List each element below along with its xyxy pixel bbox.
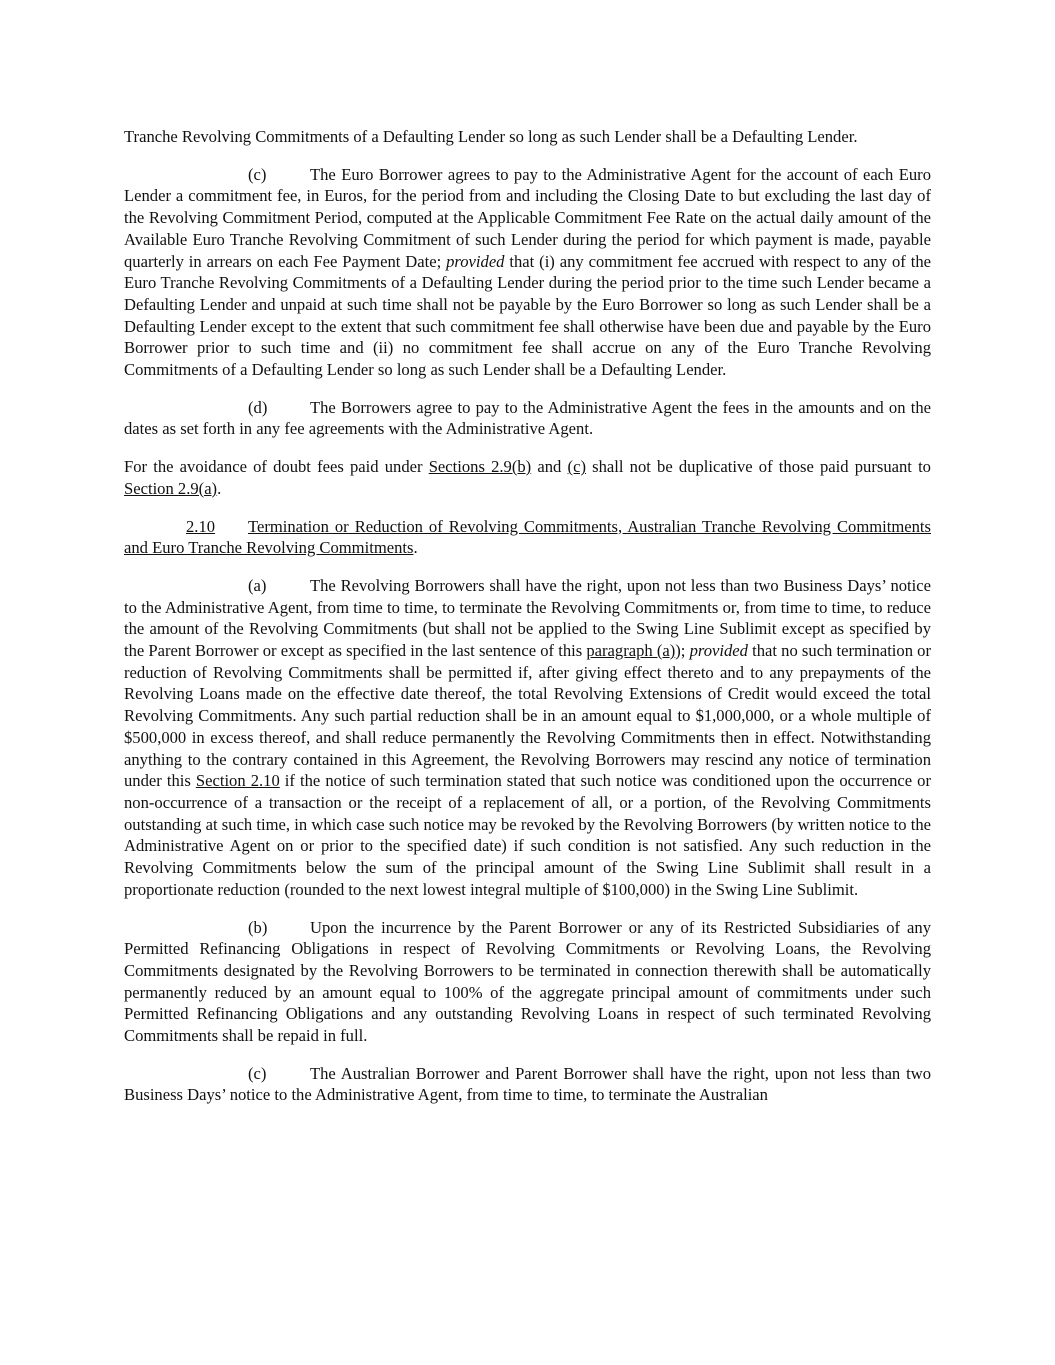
paragraph-label: (c) [248,1063,267,1083]
section-title: Termination or Reduction of Revolving Commitments, Australian Tranche Revolving Commitments and Euro Tranche Revolving Commitments [124,516,931,558]
provided-italic: provided [689,641,748,661]
paragraph-label: (d) [248,397,268,417]
document-page [124,126,931,1122]
provided-italic: provided [446,251,505,271]
paragraph-d-fees: (d) The Borrowers agree to pay to the Administrative Agent the fees in the amounts and on the dates as set forth in any fee agreements with the Administrative Agent. [124,397,931,439]
section-reference: Section 2.9(a) [124,478,218,498]
paragraph-label: (c) [248,164,267,184]
section-reference: paragraph (a) [586,641,676,661]
section-reference: Section 2.10 [195,771,280,791]
paragraph-continuation: Tranche Revolving Commitments of a Defaulting Lender so long as such Lender shall be a Defaulting Lender. [124,127,858,146]
paragraph-c-euro-commitment-fee: (c) The Euro Borrower agrees to pay to the Administrative Agent for the account of each Euro Lender a commitment fee, in Euros, for the period from and including the Closing Date to but excluding the last day of the Revolving Commitment Period, computed at the Applicable Commitment Fee Rate on the actual daily amount of the Available Euro Tranche Revolving Commitment of such Lender during the period for which payment is made, payable quarterly in arrears on each Fee Payment Date; provided that (i) any commitment fee accrued with respect to any of the Euro Tranche Revolving Commitments of a Defaulting Lender during the period prior to the time such Lender became a Defaulting Lender and unpaid at such time shall not be payable by the Euro Borrower so long as such Lender shall be a Defaulting Lender except to the extent that such commitment fee shall otherwise have been due and payable by the Euro Borrower prior to such time and (ii) no commitment fee shall accrue on any of the Euro Tranche Revolving Commitments of a Defaulting Lender so long as such Lender shall be a Defaulting Lender. [124,164,931,380]
paragraph-a-termination: (a) The Revolving Borrowers shall have the right, upon not less than two Business Days’ notice to the Administrative Agent, from time to time, to terminate the Revolving Commitments or, from time to time, to reduce the amount of the Revolving Commitments (but shall not be applied to the Swing Line Sublimit except as specified by the Parent Borrower or except as specified in the last sentence of this paragraph (a)); provided that no such termination or reduction of Revolving Commitments shall be permitted if, after giving effect thereto and to any prepayments of the Revolving Loans made on the effective date thereof, the total Revolving Extensions of Credit would exceed the total Revolving Commitments. Any such partial reduction shall be in an amount equal to $1,000,000, or a whole multiple of $500,000 in excess thereof, and shall reduce permanently the Revolving Commitments then in effect. Notwithstanding anything to the contrary contained in this Agreement, the Revolving Borrowers may rescind any notice of termination under this Section 2.10 if the notice of such termination stated that such notice was conditioned upon the occurrence or non-occurrence of a transaction or the receipt of a replacement of all, or a portion, of the Revolving Commitments outstanding at such time, in which case such notice may be revoked by the Revolving Borrowers (by written notice to the Administrative Agent on or prior to the specified date) if such condition is not satisfied. Any such reduction in the Revolving Commitments below the sum of the principal amount of the Swing Line Sublimit shall result in a proportionate reduction (rounded to the next lowest integral multiple of $100,000) in the Swing Line Sublimit. [124,575,932,899]
paragraph-label: (b) [248,917,268,937]
paragraph-avoidance-of-doubt: For the avoidance of doubt fees paid under Sections 2.9(b) and (c) shall not be duplicative of those paid pursuant to Section 2.9(a). [124,457,931,498]
section-reference: Sections 2.9(b) [428,457,532,477]
paragraph-c-australian: (c) The Australian Borrower and Parent Borrower shall have the right, upon not less than two Business Days’ notice to the Administrative Agent, from time to time, to terminate the Australian [124,1063,931,1105]
paragraph-label: (a) [248,575,267,595]
section-number: 2.10 [186,516,216,536]
section-reference: (c) [567,457,586,477]
paragraph-b-refinancing: (b) Upon the incurrence by the Parent Borrower or any of its Restricted Subsidiaries of any Permitted Refinancing Obligations in respect of Revolving Commitments or Revolving Loans, the Revolving Commitments designated by the Revolving Borrowers to be terminated in connection therewith shall be automatically permanently reduced by an amount equal to 100% of the aggregate principal amount of commitments under such Permitted Refinancing Obligations and any outstanding Revolving Loans in respect of such terminated Revolving Commitments shall be repaid in full. [124,917,931,1046]
section-heading: 2.10 Termination or Reduction of Revolving Commitments, Australian Tranche Revolving Commitments and Euro Tranche Revolving Commitments. [124,516,931,558]
